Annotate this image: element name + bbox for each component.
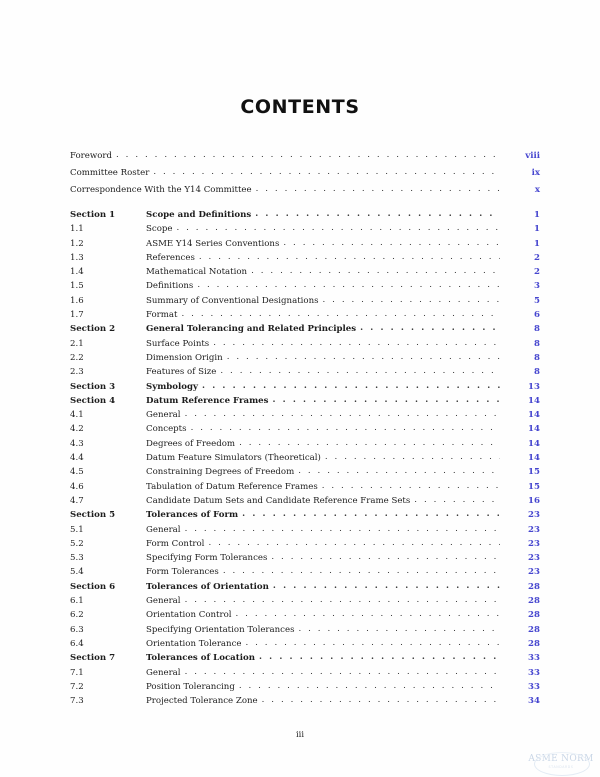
dot-leader — [273, 579, 500, 593]
toc-entry-number: Section 7 — [70, 653, 116, 664]
toc-entry-page-number: ix — [531, 168, 540, 178]
toc-entry-title: General Tolerancing and Related Principles — [146, 324, 357, 335]
toc-entry-number: 2.2 — [70, 352, 84, 363]
toc-subsection-row[interactable] — [70, 666, 540, 680]
dot-leader — [256, 181, 500, 198]
toc-entry-page-number: 23 — [528, 553, 540, 564]
toc-subsection-row[interactable] — [70, 251, 540, 265]
toc-subsection-row[interactable] — [70, 422, 540, 436]
toc-section-row[interactable] — [70, 322, 540, 336]
toc-entry-title: Degrees of Freedom — [146, 438, 236, 449]
toc-entry-title: ASME Y14 Series Conventions — [146, 238, 280, 249]
dot-leader — [153, 164, 500, 181]
toc-entry-number: 6.3 — [70, 624, 84, 635]
toc-subsection-row[interactable] — [70, 265, 540, 279]
toc-entry-title: Specifying Orientation Tolerances — [146, 624, 295, 635]
toc-entry-title: References — [146, 252, 195, 263]
toc-subsection-row[interactable] — [70, 551, 540, 565]
toc-entry-number: Section 4 — [70, 395, 116, 406]
toc-entry-number: 4.6 — [70, 481, 84, 492]
toc-entry-number: 2.1 — [70, 338, 84, 349]
dot-leader — [259, 650, 500, 664]
toc-subsection-row[interactable] — [70, 294, 540, 308]
toc-entry-page-number: 28 — [528, 596, 540, 607]
toc-entry-page-number: 23 — [528, 538, 540, 549]
dot-leader — [223, 564, 500, 578]
toc-entry-number: 5.3 — [70, 553, 84, 564]
toc-section-row[interactable] — [70, 651, 540, 665]
dot-leader — [185, 665, 500, 679]
toc-entry-page-number: 14 — [528, 424, 540, 435]
dot-leader — [323, 293, 500, 307]
toc-entry-number: 2.3 — [70, 367, 84, 378]
toc-entry-number: 7.2 — [70, 681, 84, 692]
toc-section-row[interactable] — [70, 380, 540, 394]
toc-subsection-row[interactable] — [70, 279, 540, 293]
toc-subsection-row[interactable] — [70, 494, 540, 508]
toc-entry-title: Tolerances of Orientation — [146, 581, 269, 592]
toc-entry-title: Definitions — [146, 281, 194, 292]
dot-leader — [220, 364, 500, 378]
toc-entry-page-number: 8 — [534, 352, 540, 363]
toc-entry-number: Section 2 — [70, 324, 116, 335]
toc-entry-number: 1.7 — [70, 310, 84, 321]
dot-leader — [197, 278, 500, 292]
toc-entry-title: Tolerances of Form — [146, 510, 239, 521]
dot-leader — [176, 221, 500, 235]
toc-entry-title: Form Control — [146, 538, 205, 549]
toc-entry-page-number: 34 — [528, 696, 540, 707]
dot-leader — [213, 336, 500, 350]
dot-leader — [298, 622, 500, 636]
toc-entry-page-number: 33 — [528, 653, 540, 664]
toc-entry-number: Section 3 — [70, 381, 116, 392]
toc-entry-page-number: 14 — [528, 395, 540, 406]
toc-subsection-row[interactable] — [70, 408, 540, 422]
toc-entry-page-number: 28 — [528, 624, 540, 635]
toc-subsection-row[interactable] — [70, 465, 540, 479]
toc-entry-page-number: 14 — [528, 438, 540, 449]
toc-entry-title: Foreword — [70, 151, 112, 161]
toc-subsection-row[interactable] — [70, 222, 540, 236]
page-title: CONTENTS — [240, 96, 360, 118]
toc-entry-number: 1.3 — [70, 252, 84, 263]
toc-subsection-row[interactable] — [70, 680, 540, 694]
dot-leader — [255, 207, 500, 221]
toc-entry-title: General — [146, 596, 181, 607]
dot-leader — [298, 464, 500, 478]
toc-entry-number: 6.2 — [70, 610, 84, 621]
toc-entry-number: 4.4 — [70, 453, 84, 464]
dot-leader — [239, 436, 500, 450]
toc-entry-page-number: 16 — [528, 495, 540, 506]
toc-entry-page-number: 33 — [528, 681, 540, 692]
dot-leader — [272, 393, 500, 407]
toc-entry-title: Summary of Conventional Designations — [146, 295, 319, 306]
toc-entry-title: Format — [146, 310, 178, 321]
toc-section-row[interactable] — [70, 508, 540, 522]
watermark-subtitle: STANDARDS — [548, 765, 574, 769]
front-matter-row[interactable] — [70, 165, 540, 182]
toc-entry-page-number: 13 — [528, 381, 540, 392]
dot-leader — [242, 507, 500, 521]
toc-subsection-row[interactable] — [70, 308, 540, 322]
toc-entry-title: Specifying Form Tolerances — [146, 553, 268, 564]
dot-leader — [271, 550, 500, 564]
toc-entry-number: 4.5 — [70, 467, 84, 478]
toc-subsection-row[interactable] — [70, 608, 540, 622]
toc-section-row[interactable] — [70, 394, 540, 408]
toc-entry-number: 1.2 — [70, 238, 84, 249]
table-of-contents — [70, 148, 540, 708]
dot-leader — [202, 379, 500, 393]
toc-entry-page-number: 1 — [534, 238, 540, 249]
toc-subsection-row[interactable] — [70, 451, 540, 465]
toc-subsection-row[interactable] — [70, 337, 540, 351]
toc-subsection-row[interactable] — [70, 537, 540, 551]
toc-entry-title: Scope and Definitions — [146, 210, 252, 220]
toc-entry-title: Dimension Origin — [146, 352, 223, 363]
toc-entry-page-number: 14 — [528, 410, 540, 421]
dot-leader — [191, 421, 500, 435]
toc-entry-title: Features of Size — [146, 367, 217, 378]
toc-entry-title: Surface Points — [146, 338, 210, 349]
toc-entry-title: Tolerances of Location — [146, 653, 255, 664]
dot-leader — [116, 147, 500, 164]
toc-entry-number: 7.3 — [70, 696, 84, 707]
toc-subsection-row[interactable] — [70, 237, 540, 251]
toc-entry-page-number: 28 — [528, 581, 540, 592]
toc-subsection-row[interactable] — [70, 437, 540, 451]
dot-leader — [182, 307, 500, 321]
dot-leader — [208, 536, 500, 550]
toc-entry-page-number: 3 — [534, 281, 540, 292]
toc-entry-title: Constraining Degrees of Freedom — [146, 467, 295, 478]
toc-subsection-row[interactable] — [70, 523, 540, 537]
front-matter-row[interactable] — [70, 182, 540, 199]
dot-leader — [185, 593, 500, 607]
toc-entry-number: 6.4 — [70, 638, 84, 649]
toc-subsection-row[interactable] — [70, 637, 540, 651]
toc-entry-title: General — [146, 524, 181, 535]
toc-entry-number: 5.2 — [70, 538, 84, 549]
watermark-arc — [534, 752, 590, 776]
toc-entry-title: General — [146, 410, 181, 421]
toc-entry-title: Datum Feature Simulators (Theoretical) — [146, 453, 321, 464]
toc-entry-page-number: 2 — [534, 252, 540, 263]
toc-entry-number: 4.1 — [70, 410, 84, 421]
dot-leader — [245, 636, 500, 650]
toc-entry-number: 1.5 — [70, 281, 84, 292]
toc-entry-number: 4.3 — [70, 438, 84, 449]
dot-leader — [239, 679, 500, 693]
toc-entry-title: Position Tolerancing — [146, 681, 235, 692]
dot-leader — [236, 607, 500, 621]
toc-entry-page-number: 8 — [534, 367, 540, 378]
toc-entry-page-number: 15 — [528, 481, 540, 492]
toc-entry-page-number: 5 — [534, 295, 540, 306]
dot-leader — [227, 350, 500, 364]
toc-section-row[interactable] — [70, 580, 540, 594]
toc-entry-list — [70, 208, 540, 708]
dot-leader — [185, 522, 500, 536]
toc-subsection-row[interactable] — [70, 351, 540, 365]
toc-entry-page-number: 6 — [534, 310, 540, 321]
toc-entry-page-number: 23 — [528, 510, 540, 521]
toc-entry-title: Tabulation of Datum Reference Frames — [146, 481, 318, 492]
toc-entry-page-number: viii — [525, 151, 540, 161]
toc-subsection-row[interactable] — [70, 565, 540, 579]
dot-leader — [325, 450, 500, 464]
toc-entry-number: 5.4 — [70, 567, 84, 578]
dot-leader — [283, 236, 500, 250]
toc-entry-number: 6.1 — [70, 596, 84, 607]
toc-entry-title: Projected Tolerance Zone — [146, 696, 258, 707]
toc-subsection-row[interactable] — [70, 365, 540, 379]
toc-section-row[interactable] — [70, 208, 540, 222]
toc-entry-number: 7.1 — [70, 667, 84, 678]
watermark-title: ASME NORM — [528, 754, 594, 764]
toc-entry-number: 5.1 — [70, 524, 84, 535]
toc-entry-page-number: 8 — [534, 324, 540, 335]
toc-entry-page-number: 2 — [534, 267, 540, 278]
front-matter-row[interactable] — [70, 148, 540, 165]
toc-entry-page-number: 23 — [528, 524, 540, 535]
dot-leader — [414, 493, 500, 507]
toc-entry-page-number: 28 — [528, 610, 540, 621]
toc-entry-title: Scope — [146, 224, 173, 235]
toc-entry-number: Section 5 — [70, 510, 116, 521]
toc-entry-title: Orientation Tolerance — [146, 638, 242, 649]
toc-entry-title: Candidate Datum Sets and Candidate Reference Frame Sets — [146, 495, 411, 506]
dot-leader — [185, 407, 500, 421]
asme-norm-watermark — [528, 752, 594, 776]
toc-entry-page-number: 33 — [528, 667, 540, 678]
dot-leader — [262, 693, 500, 707]
toc-entry-title: Concepts — [146, 424, 187, 435]
toc-entry-number: Section 6 — [70, 581, 116, 592]
toc-entry-title: General — [146, 667, 181, 678]
toc-entry-title: Symbology — [146, 381, 199, 392]
toc-entry-title: Form Tolerances — [146, 567, 219, 578]
toc-subsection-row[interactable] — [70, 480, 540, 494]
toc-entry-number: Section 1 — [70, 210, 116, 220]
dot-leader — [251, 264, 500, 278]
toc-entry-title: Orientation Control — [146, 610, 232, 621]
dot-leader — [322, 479, 500, 493]
toc-entry-title: Mathematical Notation — [146, 267, 248, 278]
toc-entry-number: 4.7 — [70, 495, 84, 506]
toc-entry-page-number: x — [534, 185, 540, 195]
toc-subsection-row[interactable] — [70, 594, 540, 608]
page-folio: iii — [295, 729, 305, 739]
toc-entry-page-number: 8 — [534, 338, 540, 349]
toc-entry-number: 1.4 — [70, 267, 84, 278]
toc-entry-page-number: 14 — [528, 453, 540, 464]
toc-entry-title: Correspondence With the Y14 Committee — [70, 185, 252, 195]
toc-subsection-row[interactable] — [70, 623, 540, 637]
toc-entry-page-number: 1 — [534, 224, 540, 235]
toc-entry-page-number: 28 — [528, 638, 540, 649]
toc-entry-title: Datum Reference Frames — [146, 395, 269, 406]
dot-leader — [360, 321, 500, 335]
toc-subsection-row[interactable] — [70, 694, 540, 708]
dot-leader — [199, 250, 500, 264]
toc-entry-number: 4.2 — [70, 424, 84, 435]
toc-entry-page-number: 15 — [528, 467, 540, 478]
toc-entry-page-number: 1 — [534, 210, 540, 220]
toc-entry-number: 1.1 — [70, 224, 84, 235]
toc-entry-number: 1.6 — [70, 295, 84, 306]
toc-entry-title: Committee Roster — [70, 168, 150, 178]
toc-entry-page-number: 23 — [528, 567, 540, 578]
front-matter-list — [70, 148, 540, 199]
